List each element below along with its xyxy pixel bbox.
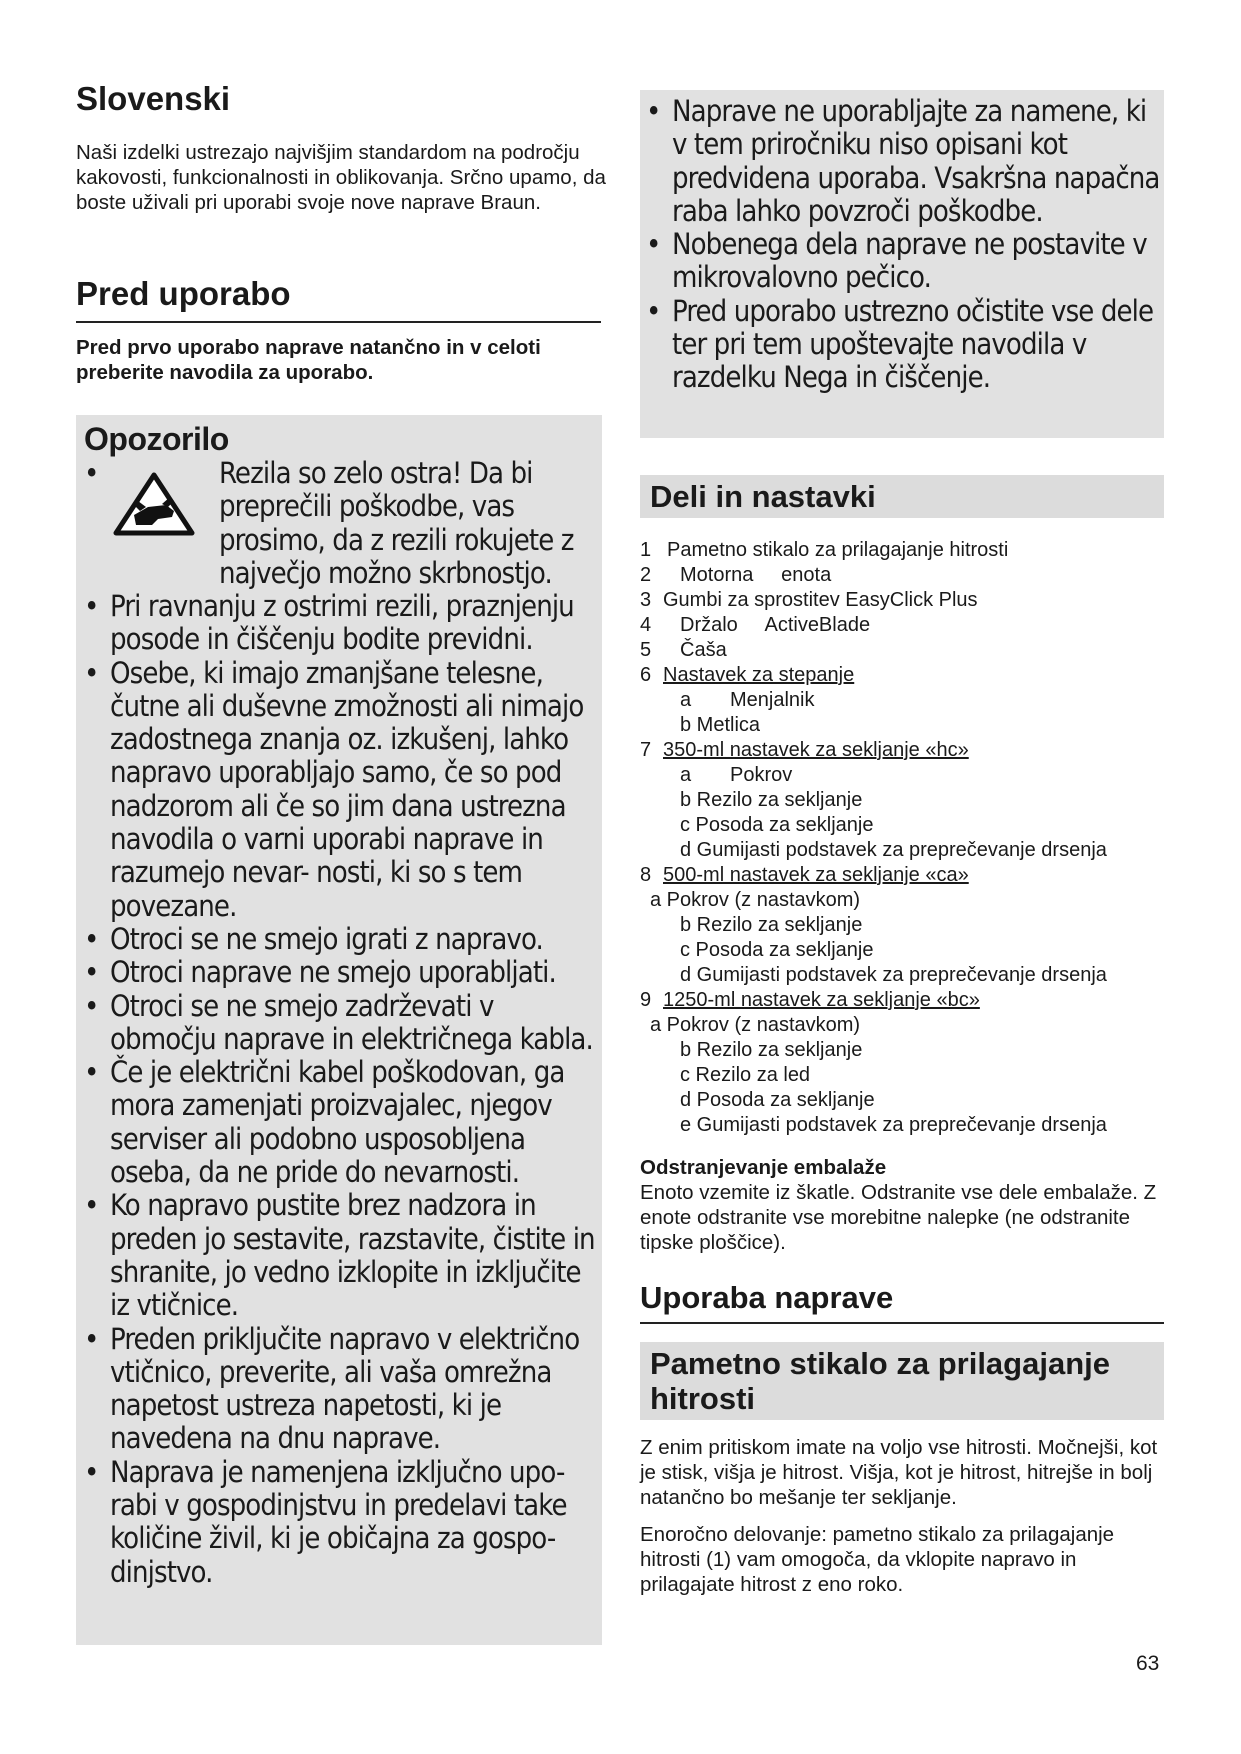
language-title: Slovenski xyxy=(76,80,231,117)
parts-row: c Posoda za sekljanje xyxy=(680,939,874,961)
hand-blade-warning-icon xyxy=(112,471,196,537)
parts-row: 7 350-ml nastavek za sekljanje «hc» xyxy=(640,739,969,761)
parts-row: 2 Motorna enota xyxy=(640,564,832,586)
warning-item: • Nobenega dela naprave ne postavite v mikrovalovno pečico. xyxy=(646,228,1162,295)
warning-item: • Naprave ne uporabljajte za namene, ki v tem priročniku niso opisani kot predvidena uporaba. Vsakršna napačna raba lahko povzroči poškodbe. xyxy=(646,95,1162,228)
warning-item: • Preden priključite napravo v električno vtičnico, preverite, ali vaša omrežna napetost ustreza napetosti, ki je navedena na dnu naprave. xyxy=(84,1323,604,1456)
parts-row: 4 Držalo ActiveBlade xyxy=(640,614,871,636)
section-title-before-use: Pred uporabo xyxy=(76,275,601,323)
smart-switch-heading-box xyxy=(640,1342,1164,1420)
parts-row: 1 Pametno stikalo za prilagajanje hitrosti xyxy=(640,539,1009,561)
parts-row: 5 Čaša xyxy=(640,639,727,661)
parts-row: c Posoda za sekljanje xyxy=(680,814,874,836)
warning-item: • Pred uporabo ustrezno očistite vse dele ter pri tem upoštevajte navodila v razdelku Nega in čiščenje. xyxy=(646,295,1162,395)
parts-row: a Menjalnik xyxy=(680,689,815,711)
parts-row: b Rezilo za sekljanje xyxy=(680,1039,863,1061)
parts-row: 6 Nastavek za stepanje xyxy=(640,664,855,686)
parts-row: a Pokrov xyxy=(680,764,793,786)
smart-switch-paragraph-2: Enoročno delovanje: pametno stikalo za prilagajanje hitrosti (1) vam omogoča, da vklopite napravo in prilagajate hitrost z eno roko. xyxy=(640,1523,1115,1596)
parts-row: d Posoda za sekljanje xyxy=(680,1089,875,1111)
warning-item: • Pri ravnanju z ostrimi rezili, praznjenju posode in čiščenju bodite previdni. xyxy=(84,590,604,657)
parts-heading-box xyxy=(640,475,1164,518)
warning-item: • Če je električni kabel poškodovan, ga mora zamenjati proizvajalec, njegov serviser ali podobno usposobljena oseba, da ne pride do nevarnosti. xyxy=(84,1056,604,1189)
parts-row: a Pokrov (z nastavkom) xyxy=(650,1014,861,1036)
intro-paragraph: Naši izdelki ustrezajo najvišjim standardom na področju kakovosti, funkcionalnosti in oblikovanja. Srčno upamo, da boste uživali pri uporabi svoje nove naprave Braun. xyxy=(76,141,606,214)
warning-item: • Otroci se ne smejo zadrževati v območju naprave in električnega kabla. xyxy=(84,990,604,1057)
parts-row: c Rezilo za led xyxy=(680,1064,811,1086)
unpacking-text: Enoto vzemite iz škatle. Odstranite vse dele embalaže. Z enote odstranite vse morebitne nalepke (ne odstranite tipske ploščice). xyxy=(640,1181,1157,1254)
parts-row: d Gumijasti podstavek za preprečevanje drsenja xyxy=(680,964,1107,986)
smart-switch-title: Pametno stikalo za prilagajanje hitrosti xyxy=(650,1346,1110,1416)
parts-row: e Gumijasti podstavek za preprečevanje drsenja xyxy=(680,1114,1107,1136)
warning-item: • Naprava je namenjena izključno upo- rabi v gospodinjstvu in predelavi take količine živil, ki je običajna za gospo- dinjstvo. xyxy=(84,1456,604,1589)
parts-row: 3 Gumbi za sprostitev EasyClick Plus xyxy=(640,589,978,611)
usage-title: Uporaba naprave xyxy=(640,1280,1164,1324)
smart-switch-paragraph-1: Z enim pritiskom imate na voljo vse hitrosti. Močnejši, kot je stisk, višja je hitrost. Višja, kot je hitrost, hitrejše in bolj natančno bo mešanje ter sekljanje. xyxy=(640,1436,1158,1509)
parts-row: a Pokrov (z nastavkom) xyxy=(650,889,861,911)
parts-row: 8 500-ml nastavek za sekljanje «ca» xyxy=(640,864,969,886)
continued-warning-box xyxy=(640,90,1164,438)
parts-title: Deli in nastavki xyxy=(650,479,876,514)
parts-row: d Gumijasti podstavek za preprečevanje drsenja xyxy=(680,839,1107,861)
parts-row: b Rezilo za sekljanje xyxy=(680,789,863,811)
parts-row: b Metlica xyxy=(680,714,761,736)
warning-first-text: Rezila so zelo ostra! Da bi preprečili poškodbe, vas prosimo, da z rezili rokujete z največjo možno skrbnostjo. xyxy=(219,456,574,590)
warning-title: Opozorilo xyxy=(84,421,229,457)
parts-row: b Rezilo za sekljanje xyxy=(680,914,863,936)
unpacking-title: Odstranjevanje embalaže xyxy=(640,1156,887,1179)
warning-item: • Otroci naprave ne smejo uporabljati. xyxy=(84,956,604,989)
page-number: 63 xyxy=(1136,1652,1160,1675)
warning-item: • Osebe, ki imajo zmanjšane telesne, čutne ali duševne zmožnosti ali nimajo zadostnega znanja oz. izkušenj, lahko napravo uporabljajo samo, če so pod nadzorom ali če so jim dana ustrezna navodila o varni uporabi naprave in razumejo nevar- nosti, ki so s tem povezane. xyxy=(84,657,604,923)
warning-box xyxy=(76,415,602,1645)
parts-row: 9 1250-ml nastavek za sekljanje «bc» xyxy=(640,989,980,1011)
parts-list xyxy=(640,538,1180,1138)
warning-item: • Ko napravo pustite brez nadzora in preden jo sestavite, razstavite, čistite in shranite, jo vedno izklopite in izključite iz vtičnice. xyxy=(84,1189,604,1322)
warning-item: • Otroci se ne smejo igrati z napravo. xyxy=(84,923,604,956)
continued-warning-list xyxy=(646,95,1162,395)
bold-intro: Pred prvo uporabo naprave natančno in v celoti preberite navodila za uporabo. xyxy=(76,336,541,384)
warning-list xyxy=(84,590,604,1589)
warning-first-item: • Rezila so zelo ostra! Da bi preprečili poškodbe, vas prosimo, da z rezili rokujete z največjo možno skrbnostjo. xyxy=(84,457,599,590)
